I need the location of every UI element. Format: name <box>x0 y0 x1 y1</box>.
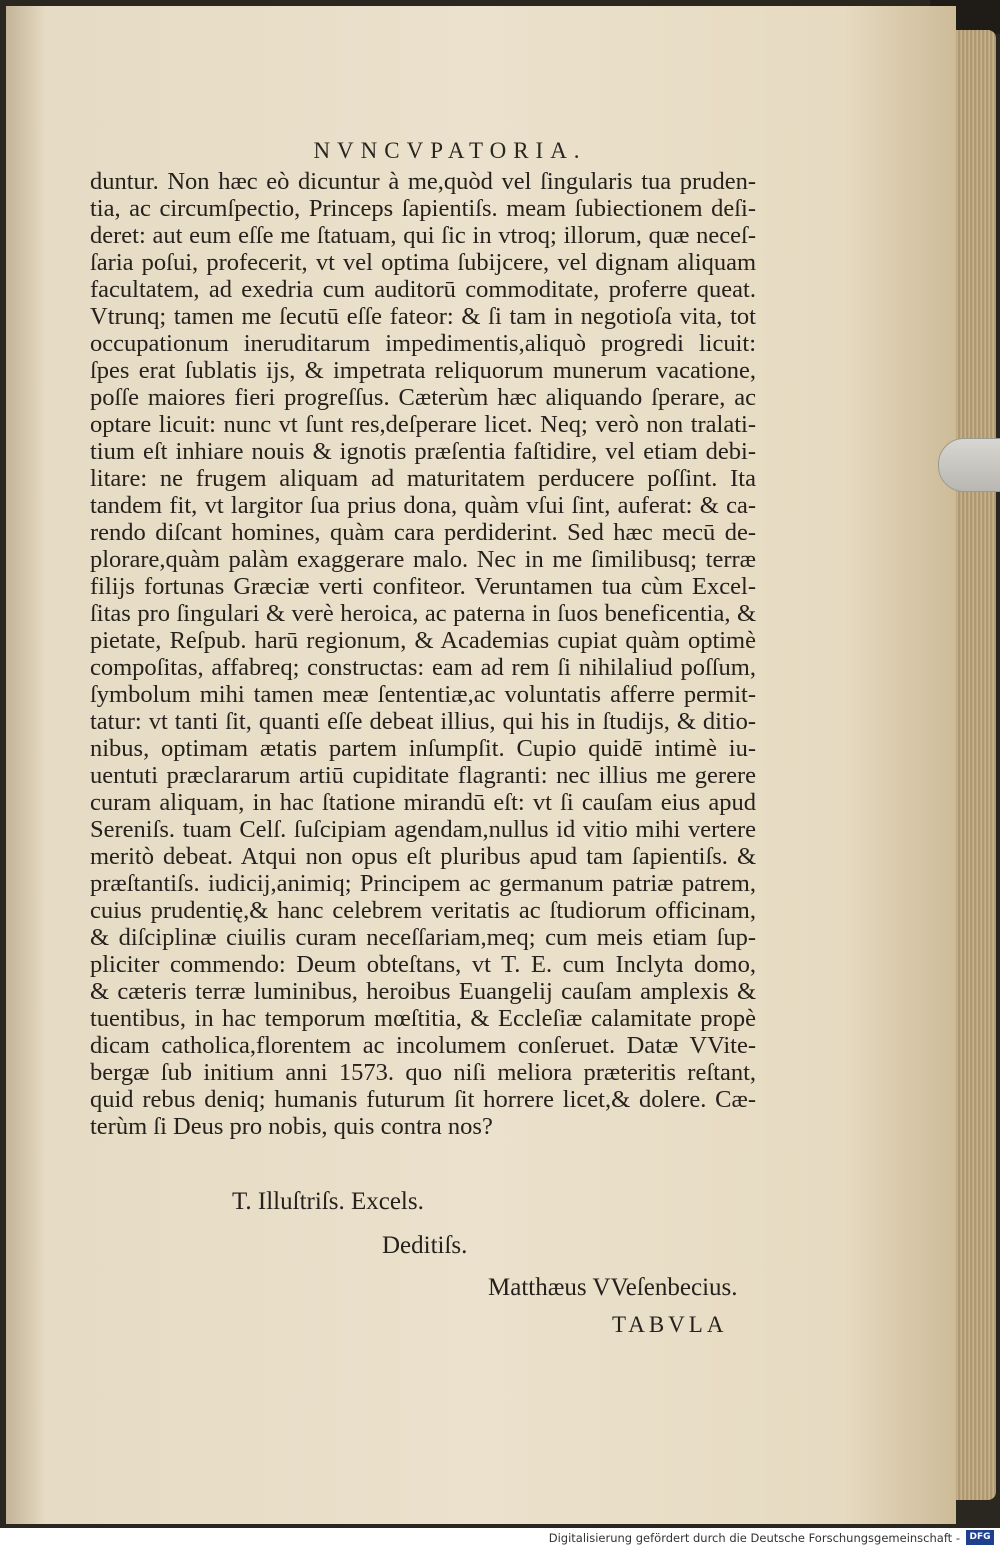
body-text <box>90 168 756 1140</box>
text-line: nibus, optimam ætatis partem inſumpſit. Cupio quidē intimè iu- <box>90 735 756 762</box>
catchword: TABVLA <box>612 1312 728 1337</box>
text-line: pietate, Reſpub. harū regionum, & Academias cupiat quàm optimè <box>90 627 756 654</box>
text-line: litare: ne frugem aliquam ad maturitatem perducere poſſint. Ita <box>90 465 756 492</box>
text-line: occupationum ineruditarum impedimentis,aliquò progredi licuit: <box>90 330 756 357</box>
running-header: NVNCVPATORIA. <box>313 138 587 163</box>
text-line: optare licuit: nunc vt ſunt res,deſperare licet. Neq; verò non tralati- <box>90 411 756 438</box>
text-line: Vtrunq; tamen me ſecutū eſſe fateor: & ſi tam in negotioſa vita, tot <box>90 303 756 330</box>
text-line: plorare,quàm palàm exaggerare malo. Nec in me ſimilibusq; terræ <box>90 546 756 573</box>
funding-notice: Digitalisierung gefördert durch die Deutsche Forschungsgemeinschaft - <box>548 1531 960 1545</box>
text-line: tium eſt inhiare nouis & ignotis præſentia faſtidire, vel etiam debi- <box>90 438 756 465</box>
text-line: & cæteris terræ luminibus, heroibus Euangelij cauſam amplexis & <box>90 978 756 1005</box>
closing-devotion: Deditiſs. <box>382 1232 468 1259</box>
text-line: quid rebus deniq; humanis futurum ſit horrere licet,& dolere. Cæ- <box>90 1086 756 1113</box>
text-line: tuentibus, in hac temporum mœſtitia, & Eccleſiæ calamitate propè <box>90 1005 756 1032</box>
text-line: & diſciplinæ ciuilis curam neceſſariam,meq; cum meis etiam ſup- <box>90 924 756 951</box>
text-line: terùm ſi Deus pro nobis, quis contra nos? <box>90 1113 493 1140</box>
text-line: ſymbolum mihi tamen meæ ſententiæ,ac voluntatis afferre permit- <box>90 681 756 708</box>
text-line: ſitas pro ſingulari & verè heroica, ac paterna in ſuos beneficentia, & <box>90 600 756 627</box>
text-line: tandem fit, vt largitor ſua prius dona, quàm vſui ſint, auferat: & ca- <box>90 492 756 519</box>
author-signature: Matthæus VVeſenbecius. <box>488 1274 738 1301</box>
text-line: cuius prudentię,& hanc celebrem veritatis ac ſtudiorum officinam, <box>90 897 756 924</box>
text-line: facultatem, ad exedria cum auditorū commoditate, proferre queat. <box>90 276 756 303</box>
text-line: deret: aut eum eſſe me ſtatuam, qui ſic in vtroq; illorum, quæ neceſ- <box>90 222 756 249</box>
text-line: dicam catholica,florentem ac incolumem conſeruet. Datæ VVite- <box>90 1032 756 1059</box>
text-line: præſtantiſs. iudicij,animiq; Principem ac germanum patriæ patrem, <box>90 870 756 897</box>
text-line: ſaria poſui, profecerit, vt vel optima ſubijcere, vel dignam aliquam <box>90 249 756 276</box>
bookmark-clip <box>938 438 1000 492</box>
gutter-shadow <box>6 6 46 1524</box>
text-line: duntur. Non hæc eò dicuntur à me,quòd vel ſingularis tua pruden- <box>90 168 756 195</box>
text-line: pliciter commendo: Deum obteſtans, vt T. E. cum Inclyta domo, <box>90 951 756 978</box>
text-line: ſpes erat ſublatis ijs, & impetrata reliquorum munerum vacatione, <box>90 357 756 384</box>
text-line: bergæ ſub initium anni 1573. quo niſi meliora præteritis reſtant, <box>90 1059 756 1086</box>
text-line: meritò debeat. Atqui non opus eſt pluribus apud tam ſapientiſs. & <box>90 843 756 870</box>
text-line: Sereniſs. tuam Celſ. ſuſcipiam agendam,nullus id vitio mihi vertere <box>90 816 756 843</box>
text-line: uentuti præclararum artiū cupiditate flagranti: nec illius me gerere <box>90 762 756 789</box>
text-line: compoſitas, affabreq; constructas: eam ad rem ſi nihilaliud poſſum, <box>90 654 756 681</box>
text-line: curam aliquam, in hac ſtatione mirandū eſt: vt ſi cauſam eius apud <box>90 789 756 816</box>
footer-bar <box>0 1528 1000 1548</box>
dfg-logo: DFG <box>966 1530 994 1545</box>
text-line: tia, ac circumſpectio, Princeps ſapientiſs. meam ſubiectionem deſi- <box>90 195 756 222</box>
text-line: rendo diſcant homines, quàm cara perdiderint. Sed hæc mecū de- <box>90 519 756 546</box>
text-line: poſſe maiores fieri progreſſus. Cæterùm hæc aliquando ſperare, ac <box>90 384 756 411</box>
text-line: tatur: vt tanti ſit, quanti eſſe debeat illius, qui his in ſtudijs, & ditio- <box>90 708 756 735</box>
text-line: filijs fortunas Græciæ verti confiteor. Veruntamen tua cùm Excel- <box>90 573 756 600</box>
closing-salutation: T. Illuſtriſs. Excels. <box>232 1188 424 1215</box>
